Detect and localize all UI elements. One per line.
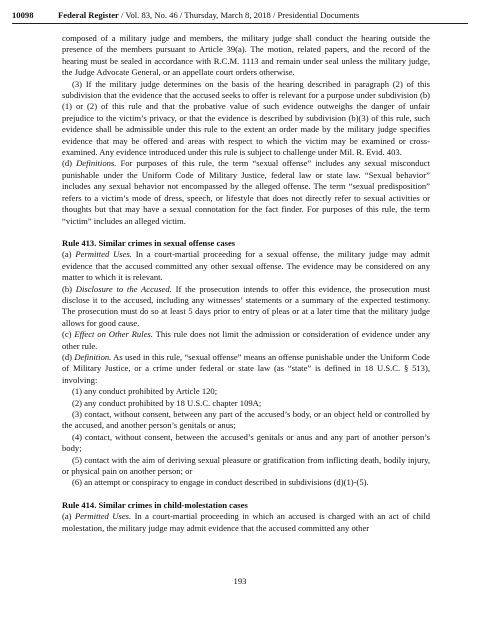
list-item: (4) contact, without consent, between the accused’s genitals or anus and any part of another person’s body; xyxy=(62,431,430,454)
subheading-disclosure: Disclosure to the Accused. xyxy=(75,283,172,294)
rule-413-b: (b) Disclosure to the Accused. If the prosecution intends to offer this evidence, the prosecution must disclose it to the accused, including any witnesses’ statements or a summary of the expected testimony. The prosecution must do so at least 5 days prior to entry of pleas or at a later time that the military judge allows for good cause. xyxy=(62,283,431,328)
rule-414-heading: Rule 414. Similar crimes in child-molestation cases xyxy=(62,499,248,510)
subheading-definition: Definition. xyxy=(74,351,112,362)
paragraph-continued: composed of a military judge and members, the military judge shall conduct the hearing outside the presence of the members pursuant to Article 39(a). The motion, related papers, and the record of the hearing must be sealed in accordance with R.C.M. 1113 and remain under seal unless the military judge, the Judge Advocate General, or an appellate court orders otherwise. xyxy=(62,33,430,78)
document-body xyxy=(62,33,430,534)
subheading-definitions: Definitions. xyxy=(76,158,117,169)
header-rule xyxy=(12,23,468,24)
list-item: (1) any conduct prohibited by Article 120; xyxy=(72,386,218,397)
header-issue: / Vol. 83, No. 46 / Thursday, March 8, 2018 / Presidential Documents xyxy=(118,10,360,20)
rule-413-heading: Rule 413. Similar crimes in sexual offense cases xyxy=(62,237,236,248)
header-publication: Federal Register xyxy=(58,10,119,20)
list-item: (5) contact with the aim of deriving sexual pleasure or gratification from inflicting death, bodily injury, or physical pain on another person; or xyxy=(62,454,430,477)
rule-413-c: (c) Effect on Other Rules. This rule does not limit the admission or consideration of evidence under any other rule. xyxy=(62,329,431,351)
header-page-number: 10098 xyxy=(12,10,34,20)
list-item: (2) any conduct prohibited by 18 U.S.C. chapter 109A; xyxy=(72,397,262,408)
paragraph-c3: (3) If the military judge determines on the basis of the hearing described in paragraph (2) of this subdivision that the evidence that the accused seeks to offer is relevant for a purpose under subdivision (b)(1) or (2) of this rule and that the probative value of such evidence outweighs the danger of unfair prejudice to the victim’s privacy, or that the evidence is described by subdivision (b)(3) of this rule, such evidence shall be admissible under this rule to the extent an order made by the military judge specifies evidence that may be offered and areas with respect to which the victim may be examined or cross-examined. Any evidence introduced under this rule is subject to challenge under Mil. R. Evid. 403. xyxy=(62,78,430,158)
header-publication-info xyxy=(58,10,359,21)
paragraph-definitions: (d) Definitions. For purposes of this rule, the term “sexual offense” includes any sexual misconduct punishable under the Uniform Code of Military Justice, federal law or state law. “Sexual behavior” includes any sexual behavior not encompassed by the alleged offense. The term “sexual predisposition” refers to a victim’s mode of dress, speech, or lifestyle that does not directly refer to sexual activities or thoughts but that may have a sexual connotation for the fact finder. For purposes of this rule, the term “victim” includes an alleged victim. xyxy=(62,158,431,226)
running-header xyxy=(12,10,468,21)
list-item: (6) an attempt or conspiracy to engage in conduct described in subdivisions (d)(1)-(5). xyxy=(72,477,369,488)
list-item: (3) contact, without consent, between any part of the accused’s body, or an object held or controlled by the accused, and another person’s genitals or anus; xyxy=(62,409,430,431)
rule-413-d: (d) Definition. As used in this rule, “sexual offense” means an offense punishable under the Uniform Code of Military Justice, or a crime under federal or state law (as “state” is defined in 18 U.S.C. § 513), involving: xyxy=(62,351,430,385)
rule-413-a: (a) Permitted Uses. In a court-martial proceeding for a sexual offense, the military judge may admit evidence that the accused committed any other sexual offense. The evidence may be considered on any matter to which it is relevant. xyxy=(62,249,430,283)
subheading-permitted-uses: Permitted Uses. xyxy=(75,249,132,260)
subheading-permitted-uses: Permitted Uses. xyxy=(74,511,132,522)
subheading-effect: Effect on Other Rules. xyxy=(74,329,153,340)
rule-414-a: (a) Permitted Uses. In a court-martial proceeding in which an accused is charged with an act of child molestation, the military judge may admit evidence that the accused committed any other xyxy=(62,511,430,533)
footer-page-number: 193 xyxy=(233,576,247,586)
